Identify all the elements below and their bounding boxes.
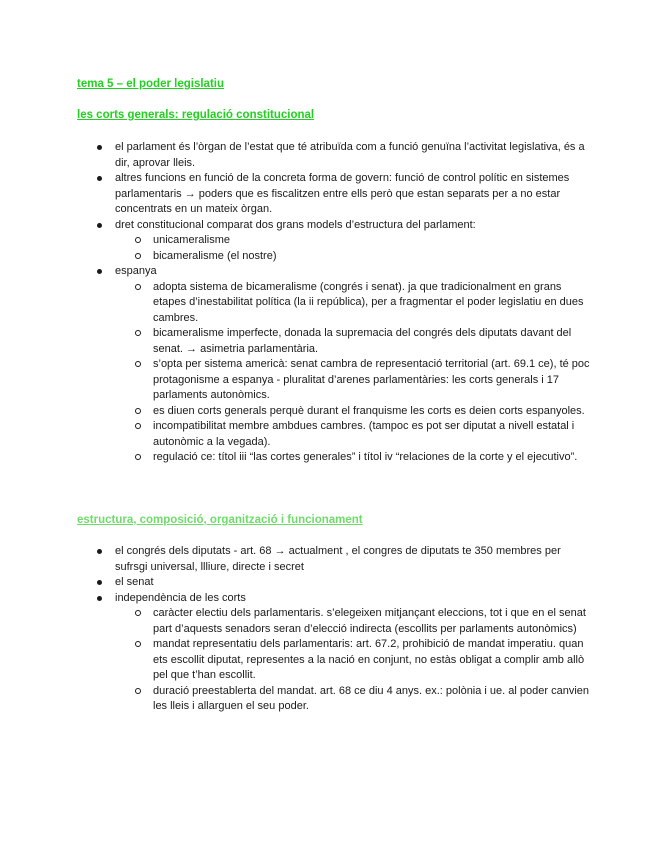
sub-list-item: regulació ce: títol iii “las cortes generales” i títol iv “relaciones de la corte y el ejecutivo”. [0,450,655,466]
circle-bullet-icon [135,454,141,460]
document-title: tema 5 – el poder legislatiu [77,78,224,90]
list-item: independència de les corts [0,591,655,607]
circle-bullet-icon [135,610,141,616]
sub-list-item: es diuen corts generals perquè durant el franquisme les corts es deien corts espanyoles. [0,404,655,420]
sub-list-item: duració preestablerta del mandat. art. 68 ce diu 4 anys. ex.: polònia i ue. al poder canvien les lleis i allarguen el seu poder. [0,684,655,715]
bullet-icon [97,549,102,554]
sub-list-item: bicameralisme (el nostre) [0,249,655,265]
bullet-icon [97,269,102,274]
sub-list-item: mandat representatiu dels parlamentaris: art. 67.2, prohibició de mandat imperatiu. quan ets escollit diputat, representes a la nació en conjunt, no estàs obligat a complir amb allò pel que t’han escollit. [0,637,655,684]
list-item: el senat [0,575,655,591]
circle-bullet-icon [135,641,141,647]
sub-list-item: s’opta per sistema americà: senat cambra de representació territorial (art. 69.1 ce), té poc protagonisme a espanya - pluralitat d’arenes parlamentàries: les corts generals i 17 parlaments autonòmics. [0,357,655,404]
bullet-icon [97,580,102,585]
circle-bullet-icon [135,284,141,290]
sub-list-item: adopta sistema de bicameralisme (congrés i senat). ja que tradicionalment en grans etapes d’inestabilitat política (la ii república), per a fragmentar el poder legislatiu en dues cambres. [0,280,655,327]
list-item: espanya [0,264,655,280]
section1-list [0,140,655,466]
circle-bullet-icon [135,253,141,259]
sub-list-item: caràcter electiu dels parlamentaris. s’elegeixen mitjançant eleccions, tot i que en el senat part d’aquests senadors seran d’elecció indirecta (escollits per parlaments autonòmics) [0,606,655,637]
list-item: altres funcions en funció de la concreta forma de govern: funció de control polític en sistemes parlamentaris → poders que es fiscalitzen entre ells però que estan separats per a no estar concentrats en un mateix òrgan. [0,171,655,218]
sub-list-item: bicameralisme imperfecte, donada la supremacia del congrés dels diputats davant del senat. → asimetria parlamentària. [0,326,655,357]
circle-bullet-icon [135,361,141,367]
section-heading-estructura: estructura, composició, organització i funcionament [77,514,363,526]
circle-bullet-icon [135,688,141,694]
circle-bullet-icon [135,237,141,243]
section2-list [0,544,655,715]
section-heading-regulacio: les corts generals: regulació constitucional [77,109,315,121]
list-item: el parlament és l’òrgan de l’estat que té atribuïda com a funció genuïna l’activitat legislativa, és a dir, aprovar lleis. [0,140,655,171]
bullet-icon [97,145,102,150]
bullet-icon [97,176,102,181]
list-item: dret constitucional comparat dos grans models d’estructura del parlament: [0,218,655,234]
circle-bullet-icon [135,330,141,336]
circle-bullet-icon [135,408,141,414]
bullet-icon [97,223,102,228]
list-item: el congrés dels diputats - art. 68 → actualment , el congres de diputats te 350 membres per sufrsgi universal, llliure, directe i secret [0,544,655,575]
circle-bullet-icon [135,423,141,429]
bullet-icon [97,596,102,601]
sub-list-item: incompatibilitat membre ambdues cambres. (tampoc es pot ser diputat a nivell estatal i autonòmic a la vegada). [0,419,655,450]
sub-list-item: unicameralisme [0,233,655,249]
